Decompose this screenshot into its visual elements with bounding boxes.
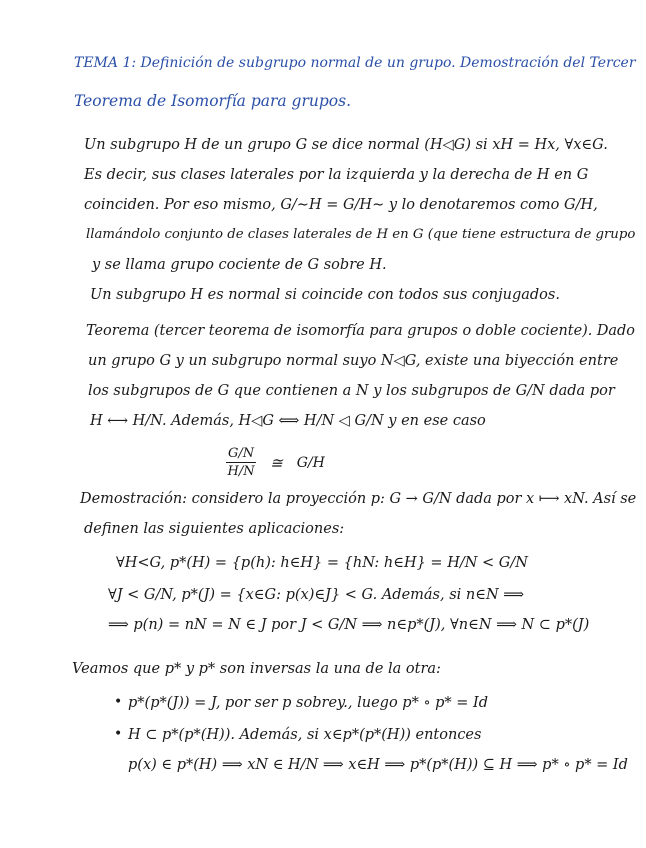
fraction-numerator: G/N	[228, 446, 255, 461]
isomorphism-formula	[226, 446, 325, 479]
definition-line-4: llamándolo conjunto de clases laterales de H en G (que tiene estructura de grupo	[86, 227, 636, 242]
inverses-item-1: p*(p*(J)) = J, por ser p sobrey., luego p* ∘ p* = Id	[128, 695, 489, 711]
theorem-line-1: Teorema (tercer teorema de isomorfía para grupos o doble cociente). Dado	[86, 323, 635, 339]
definition-line-5: y se llama grupo cociente de G sobre H.	[92, 257, 387, 273]
theorem-line-4: H ⟷ H/N. Además, H◁G ⟺ H/N ◁ G/N y en ese caso	[90, 413, 486, 429]
definition-line-1: Un subgrupo H de un grupo G se dice normal (H◁G) si xH = Hx, ∀x∈G.	[84, 137, 608, 153]
proof-line-5: ⟹ p(n) = nN = N ∈ J por J < G/N ⟹ n∈p*(J), ∀n∈N ⟹ N ⊂ p*(J)	[108, 617, 590, 633]
definition-line-2: Es decir, sus clases laterales por la izquierda y la derecha de H en G	[84, 167, 589, 183]
proof-line-2: definen las siguientes aplicaciones:	[84, 521, 345, 537]
bullet-2: •	[114, 726, 123, 742]
title-line-2: Teorema de Isomorfía para grupos.	[74, 92, 352, 110]
theorem-line-3: los subgrupos de G que contienen a N y los subgrupos de G/N dada por	[88, 383, 615, 399]
proof-line-1: Demostración: considero la proyección p: G → G/N dada por x ⟼ xN. Así se	[80, 491, 637, 507]
isomorphism-symbol: ≅	[270, 453, 283, 472]
proof-line-3: ∀H<G, p*(H) = {p(h): h∈H} = {hN: h∈H} = H/N < G/N	[116, 555, 528, 571]
quotient-fraction	[226, 446, 256, 479]
inverses-intro: Veamos que p* y p* son inversas la una de la otra:	[72, 661, 441, 677]
definition-line-3: coinciden. Por eso mismo, G/∼H = G/H∼ y lo denotaremos como G/H,	[84, 197, 598, 213]
bullet-1: •	[114, 694, 123, 710]
theorem-line-2: un grupo G y un subgrupo normal suyo N◁G, existe una biyección entre	[88, 353, 619, 369]
proof-line-4: ∀J < G/N, p*(J) = {x∈G: p(x)∈J} < G. Además, si n∈N ⟹	[108, 587, 525, 603]
inverses-last-line: p(x) ∈ p*(H) ⟹ xN ∈ H/N ⟹ x∈H ⟹ p*(p*(H)) ⊆ H ⟹ p* ∘ p* = Id	[128, 757, 628, 773]
inverses-item-2: H ⊂ p*(p*(H)). Además, si x∈p*(p*(H)) entonces	[128, 727, 482, 743]
formula-rhs: G/H	[296, 454, 325, 471]
definition-line-6: Un subgrupo H es normal si coincide con todos sus conjugados.	[90, 287, 560, 303]
title-line-1: TEMA 1: Definición de subgrupo normal de un grupo. Demostración del Tercer	[74, 55, 636, 71]
fraction-denominator: H/N	[227, 464, 255, 479]
